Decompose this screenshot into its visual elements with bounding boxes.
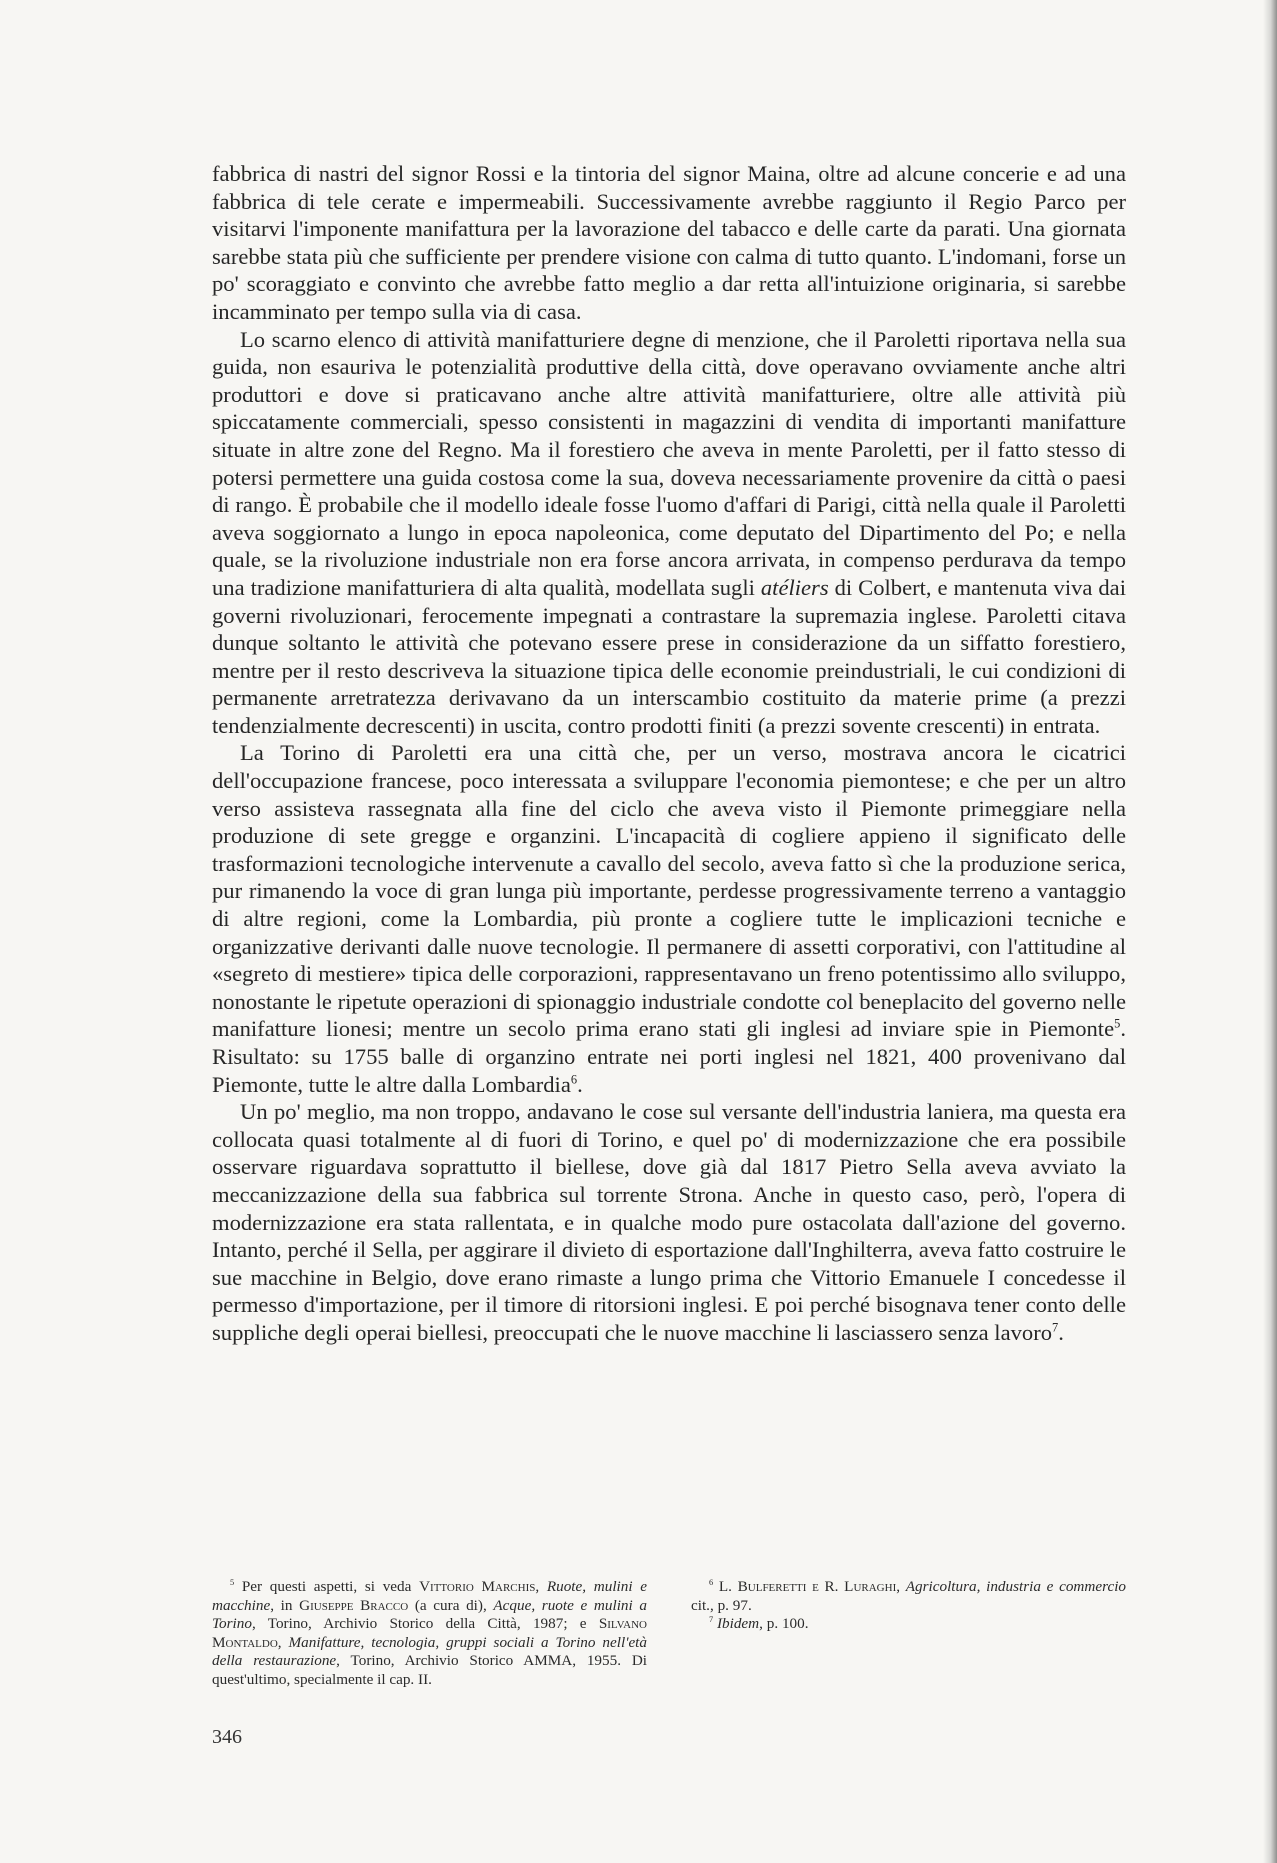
work-title: Ruote, mulini e macchine — [212, 1578, 647, 1614]
work-title: Manifatture, tecnologia, gruppi sociali a Torino nell'età della restaurazione — [212, 1633, 647, 1669]
paragraph-3-text-b: . Risultato: su 1755 balle di organzino entrate nei porti inglesi nel 1821, 400 provenivano dal Piemonte, tutte le altre dalla Lombardia — [212, 1016, 1126, 1097]
page-edge-shadow — [1263, 0, 1277, 1863]
paragraph-3-text-a: La Torino di Paroletti era una città che, per un verso, mostrava ancora le cicatrici dell'occupazione francese, poco interessata a sviluppare l'economia piemontese; e che per un altro verso assisteva rassegnata alla fine del ciclo che aveva visto il Piemonte primeggiare nella produzione di sete gregge e organzini. L'incapacità di cogliere appieno il significato delle trasformazioni tecnologiche intervenute a cavallo del secolo, aveva fatto sì che la produzione serica, pur rimanendo la voce di gran lunga più importante, perdesse progressivamente terreno a vantaggio di altre regioni, come la Lombardia, più pronte a cogliere tutte le implicazioni tecniche e organizzative derivanti dalle nuove tecnologie. Il permanere di assetti corporativi, con l'attitudine al «segreto di mestiere» tipica delle corporazioni, rappresentavano un freno potentissimo allo sviluppo, nonostante le ripetute operazioni di spionaggio industriale condotte col beneplacito del governo nelle manifatture lionesi; mentre un secolo prima erano stati gli inglesi ad inviare spie in Piemonte — [212, 740, 1126, 1042]
paragraph-1: fabbrica di nastri del signor Rossi e la tintoria del signor Maina, oltre ad alcune concerie e ad una fabbrica di tele cerate e impermeabili. Successivamente avrebbe raggiunto il Regio Parco per visitarvi l'imponente manifattura per la lavorazione del tabacco e delle carte da parati. Una giornata sarebbe stata più che sufficiente per prendere visione con calma di tutto quanto. L'indomani, forse un po' scoraggiato e convinto che avrebbe fatto meglio a dar retta all'intuizione originaria, si sarebbe incamminato per tempo sulla via di casa. — [212, 161, 1126, 324]
footnote-6 — [691, 1578, 1126, 1615]
footnote-text: , p. 100. — [759, 1615, 809, 1632]
footnote-text: , Torino, Archivio Storico AMMA, 1955. Di quest'ultimo, specialmente il cap. II. — [212, 1652, 648, 1688]
footnote-ref-7: 7 — [1052, 1320, 1059, 1335]
paragraph-4 — [212, 1098, 1126, 1346]
footnote-column-left — [212, 1578, 647, 1689]
footnote-ref-5: 5 — [1114, 1016, 1121, 1031]
paragraph-2-text-a: Lo scarno elenco di attività manifatturiere degne di menzione, che il Paroletti riportava nella sua guida, non esauriva le potenzialità produttive della città, dove operavano ovviamente anche altri produttori e dove si praticavano anche altre attività manifatturiere, oltre alle attività più spiccatamente commerciali, spesso consistenti in magazzini di vendita di importanti manifatture situate in altre zone del Regno. Ma il forestiero che aveva in mente Paroletti, per il fatto stesso di potersi permettere una guida costosa come la sua, doveva necessariamente provenire da città o paesi di rango. È probabile che il modello ideale fosse l'uomo d'affari di Parigi, città nella quale il Paroletti aveva soggiornato a lungo in epoca napoleonica, come deputato del Dipartimento del Po; e nella quale, se la rivoluzione industriale non era forse ancora arrivata, in compenso perdurava da tempo una tradizione manifatturiera di alta qualità, modellata sugli — [212, 326, 1126, 600]
footnote-7 — [691, 1615, 1126, 1634]
page-number: 346 — [212, 1726, 242, 1748]
footnote-5 — [212, 1578, 647, 1689]
footnote-text: cit., p. 97. — [691, 1596, 752, 1614]
work-title: Acque, ruote e mulini a Torino — [212, 1596, 647, 1632]
author-name: Giuseppe Bracco — [299, 1596, 409, 1614]
footnote-text: Per questi aspetti, si veda — [241, 1578, 420, 1595]
paragraph-2-text-b: di Colbert, e mantenuta viva dai governi rivoluzionari, ferocemente impegnati a contrastare la supremazia inglese. Paroletti citava dunque soltanto le attività che potevano essere prese in considerazione da un siffatto forestiero, mentre per il resto descriveva la situazione tipica delle economie preindustriali, le cui condizioni di permanente arretratezza derivavano da un interscambio costituito da materie prime (a prezzi tendenzialmente decrescenti) in uscita, contro prodotti finiti (a prezzi sovente crescenti) in entrata. — [212, 574, 1126, 738]
author-name: L. Bulferetti e R. Luraghi — [718, 1578, 897, 1595]
footnote-text: , — [535, 1578, 547, 1595]
footnote-text: , in — [270, 1596, 300, 1614]
body-text — [212, 160, 1126, 1347]
footnotes — [212, 1578, 1126, 1689]
footnote-text: , — [896, 1578, 906, 1595]
work-title: Ibidem — [716, 1615, 760, 1632]
paragraph-2 — [212, 326, 1126, 740]
footnote-number: 7 — [709, 1614, 714, 1624]
paragraph-4-text-b: . — [1058, 1319, 1064, 1345]
work-title: Agricoltura, industria e commercio — [905, 1578, 1127, 1595]
footnote-text: , Torino, Archivio Storico della Città, 1987; e — [251, 1615, 599, 1632]
author-name: Silvano Montaldo — [212, 1615, 647, 1651]
author-name: Vittorio Marchis — [419, 1578, 536, 1595]
footnote-number: 5 — [230, 1577, 235, 1587]
footnote-ref-6: 6 — [570, 1072, 578, 1087]
paragraph-4-text-a: Un po' meglio, ma non troppo, andavano le cose sul versante dell'industria laniera, ma questa era collocata quasi totalmente al di fuori di Torino, e quel po' di modernizzazione che era possibile osservare riguardava soprattutto il biellese, dove già dal 1817 Pietro Sella aveva avviato la meccanizzazione della sua fabbrica sul torrente Strona. Anche in questo caso, però, l'opera di modernizzazione era stata rallentata, e in qualche modo pure ostacolata dall'azione del governo. Intanto, perché il Sella, per aggirare il divieto di esportazione dall'Inghilterra, aveva fatto costruire le sue macchine in Belgio, dove erano rimaste a lungo prima che Vittorio Emanuele I concedesse il permesso d'importazione, per il timore di ritorsioni inglesi. E poi perché bisognava tener conto delle suppliche degli operai biellesi, preoccupati che le nuove macchine li lasciassero senza lavoro — [212, 1099, 1126, 1345]
footnote-text: (a cura di), — [408, 1596, 494, 1614]
paragraph-3 — [212, 739, 1126, 1098]
footnote-column-right — [691, 1578, 1126, 1689]
footnote-number: 6 — [709, 1577, 714, 1587]
italic-term: atéliers — [760, 574, 829, 600]
footnote-text: , — [277, 1633, 289, 1651]
paragraph-3-text-c: . — [577, 1071, 583, 1097]
